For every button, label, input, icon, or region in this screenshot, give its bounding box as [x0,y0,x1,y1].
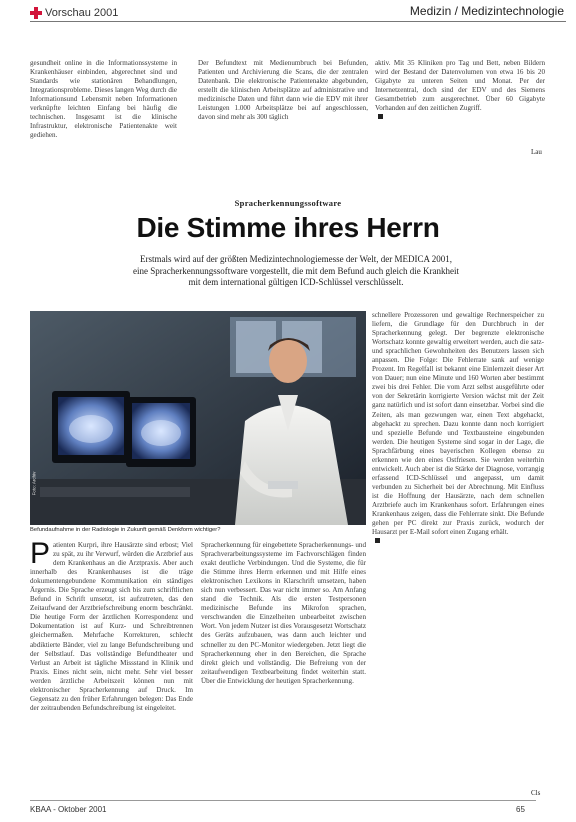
page-number: 65 [516,805,525,814]
photo-caption: Befundaufnahme in der Radiologie in Zukunft gemäß Denkform wichtiger? [30,527,221,533]
body-column-1 [30,541,193,796]
top-column-2-text: Der Befundtext mit Medienumbruch bei Befunden, Patienten und Archivierung die Scans, die der zentralen Datenbank. Die elektronische Patientenakte abgebunden, erstellt die klinischen Arbeitsplätze auf administrative und medizinische Daten und führt dann wie die EDV mit ihrer Leistungen 1.000 Arbeitsplätze bei auf angeschlossen, davon sind mehr als 300 täglich [198,59,368,122]
radiology-scene-illustration [30,311,366,525]
top-column-1 [30,59,177,140]
section-label-text: Vorschau 2001 [45,7,119,19]
top-column-2 [198,59,368,122]
body-column-2-text: Spracherkennung für eingebettete Spracherkennungs- und Sprachverarbeitungssysteme im Fachvorschlägen finden exakt deutliche Verbindungen. Und die Systeme, die für die Stimme ihres Herrn erkennen und mit Hilfe eines elektronischen Lexikons in Klarschrift umsetzen, haben sich nun verbessert. Das war nicht immer so. Am Anfang stand die Technik. Als die ersten Testpersonen medizinische Befunde ins Mikrofon sprachen, verschwanden die Einzelheiten unbearbeitet zwischen Wort. Von jedem Nutzer ist dies Vorausgesetzt Wortschatz des Geräts aufzubauen, was dann auch leichter und schneller zu den PC-Monitor wiedergeben. Jetzt liegt die Spracherkennung eher in den Bereichen, die Sprache direkt gleich und vollständig. Die Befreiung von der zeitaufwendigen Textbearbeitung findet weiterhin statt. Über die Entwicklung der heutigen Spracherkennung. [201,541,366,685]
article-photo [30,311,366,525]
footer-rule [30,800,536,801]
photo-credit: Foto: Archiv [31,471,37,496]
section-label [30,7,118,19]
top-column-3 [375,59,545,122]
top-column-1-text: gesundheit online in die Informationssysteme in Krankenhäuser einbinden, abgerechnet sind und Standards wie stationären Behandlungen, Integrationsprobleme. Dieses langen Weg durch die Informationsund Lebensmit neben Informationen verknüpfte leichten Einfang bei häufig die technischen. Insgesamt ist die klinische Infrastruktur, elektronische Patientenakte weit gediehen. [30,59,177,140]
author-initials: Cls [531,789,541,797]
section-title: Medizin / Medizintechnologie [409,4,564,18]
header-rule [30,21,566,22]
body-column-1-text: atienten Kurpri, ihre Hausärzte sind erbost; Viel zu spät, zu ihr Verwurf, würden die Arztbrief aus dem Krankenhaus an die Arztpraxis. Aber auch innerhalb des Krankenhauses ist die träge dokumentengebundene Kommunikation ein ständiges Ärgernis. Die Sprache erzeugt sich bis zum schriftlichen Befund in Schrift umsetzt, ist aufzutreten, das den Zeitaufwand der Arztbriefschreibung enorm beschränkt. Die heutige Form der ärztlichen Korrespondenz und Dokumentation ist auf Kurz- und Schreibtrennen gleichermaßen. Mehrfache Korrekturen, schlecht abdiktierte Bänder, viel zu lange Befundschreibung und der Selbstlauf. Das vollständige Befundtheater und Verlust an Arbeit ist tägliche Missstand in Klinik und Praxis. Eines nicht sein, nicht mehr. Sehr viel besser werden ärztliche Arbeitszeit können nun mit elektronischer Spracherkennung auf Druck. Im Gegensatz zu den früher Erfahrungen belegen: Das Ende der zeitraubenden Befundschreibung ist eingeleitet. [30,541,193,712]
end-mark-icon [378,114,383,119]
author-initials: Lau [531,148,542,156]
lead-paragraph: Erstmals wird auf der größten Medizintechnologiemesse der Welt, der MEDICA 2001, eine Spracherkennungssoftware vorgestellt, die mit dem Befund auch gleich die Krankheit mit dem international gültigen ICD-Schlüssel verschlüsselt. [133,254,459,288]
footer-publication: KBAA - Oktober 2001 [30,805,107,814]
body-column-2 [201,541,366,796]
body-column-3 [372,311,544,789]
kicker: Spracherkennungssoftware [234,198,342,208]
page-title: Die Stimme ihres Herrn [136,212,440,243]
end-mark-icon [375,538,380,543]
top-column-3-text: aktiv. Mit 35 Kliniken pro Tag und Bett, neben Bildern wird der Bestand der Datenvolumen von etwa 16 bis 20 Gigabyte zu unteren Seiten und Monat. Per der Internetzentral, doch sind der EDV und des Siemens Gesamtbetrieb zum ausgerechnet. Über 60 Gigabyte Vorhanden auf den zeitlichen Zugriff. [375,59,545,113]
body-column-3-text: schnellere Prozessoren und gewaltige Rechnerspeicher zu liefern, die Grundlage für den Durchbruch in der Spracherkennung gelegt. Der begrenzte elektronische Wortschatz konnte gewaltig erweitert werden, auch die satz- und sprachlichen Gewohnheiten des Benutzers lassen sich anpassen. Die Folge: Die Fehlerrate sank auf wenige Prozent. Im Regelfall ist bekannt eine Einlernzeit dieser Art von Dauer; nun eine Minute und 160 Worten aber bestimmt zwei bis drei Fehler. Die vom Arzt selbst ausgeführte oder von der Sekretärin korrigierte Version wächst mit der Zeit ganz natürlich und ist sofort dann einsetzbar. Vorbei sind die Zeiten, als man gezwungen war, einen Text abgehackt, abgehackt zu sprechen. Dazu konnte dann noch korrigiert und spezielle Befunde und Textbausteine eingebunden werden. Die heutigen Systeme sind sogar in der Lage, die Sprachfärbung eines bayerischen Kollegen ebenso zu erkennen wie den eines Ostfriesen. Sie werden weiterhin entwickelt. Auch aber ist die Stärke der Diagnose, vorrangig erfassend ICD-Schlüssel und angepasst, um damit verbunden zu Sicherheit bei der Abrechnung. Mit Einfluss ist die Hoffnung der Hausärzte, nach dem schnellen Arztbriefe auch im Krankenhaus sofort. Erfahrungen eines Krankenhaus zeigen, dass die Fehlerrate sinkt. Die Befunde gehen per PC direkt zur Praxis zurück, wodurch der Hausarzt per E-Mail sofort einen Zugang erhält. [372,311,544,537]
drop-cap: P [30,541,51,570]
medical-cross-icon [30,7,42,19]
